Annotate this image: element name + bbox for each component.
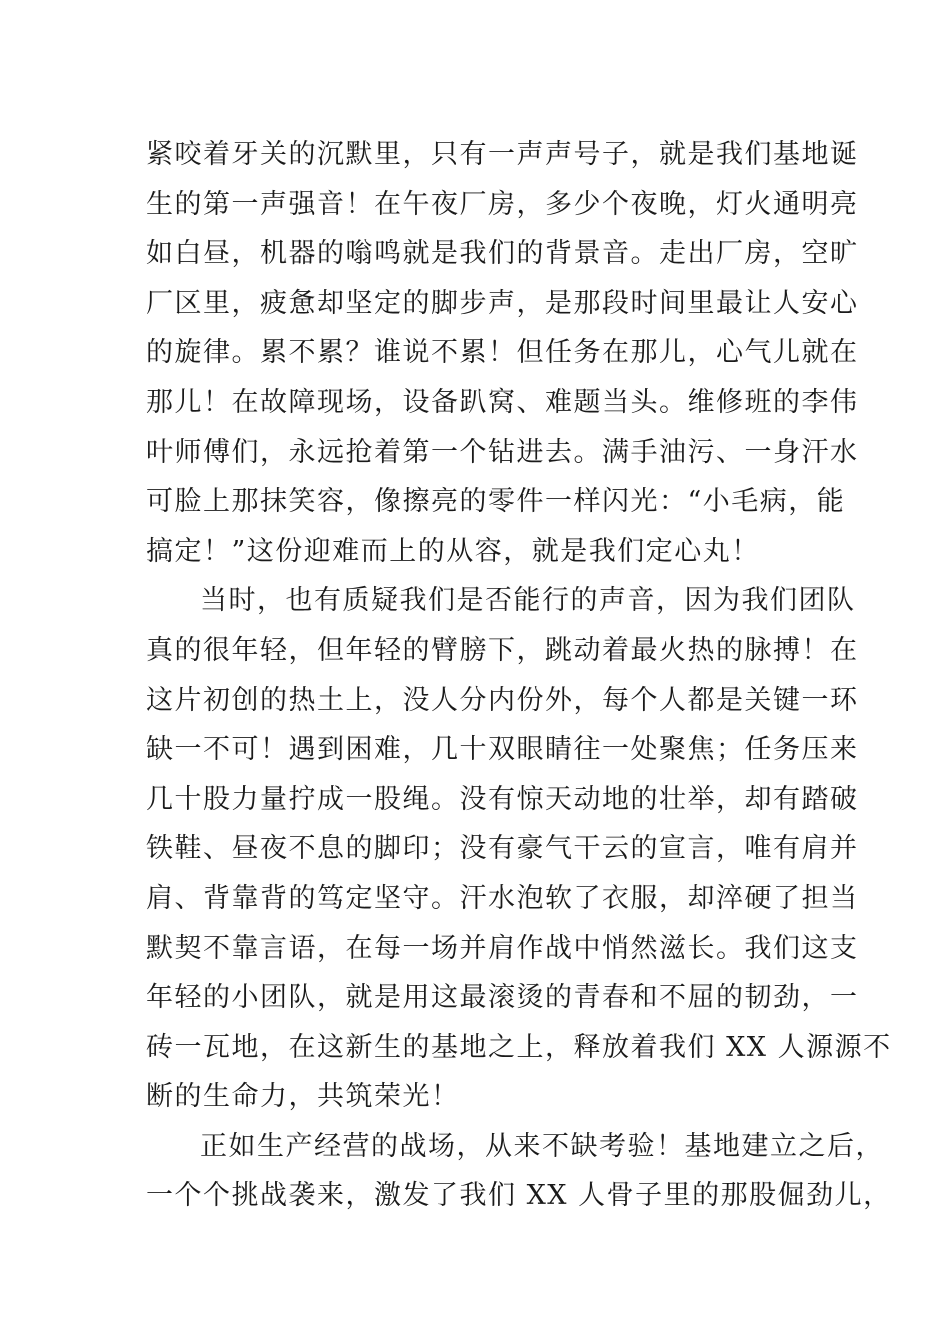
text-line: 年轻的小团队，就是用这最滚烫的青春和不屈的韧劲，一 [146, 982, 859, 1014]
text-line: 正如生产经营的战场，从来不缺考验！基地建立之后， [200, 1130, 884, 1162]
text-line: 的旋律。累不累？谁说不累！但任务在那儿，心气儿就在 [146, 337, 859, 369]
text-line: 砖一瓦地，在这新生的基地之上，释放着我们 XX 人源源不 [146, 1031, 892, 1063]
text-line: 厂区里，疲惫却坚定的脚步声，是那段时间里最让人安心 [146, 287, 859, 319]
text-line: 如白昼，机器的嗡鸣就是我们的背景音。走出厂房，空旷 [146, 238, 859, 270]
text-line: 铁鞋、昼夜不息的脚印；没有豪气干云的宣言，唯有肩并 [146, 833, 859, 865]
text-line: 肩、背靠背的笃定坚守。汗水泡软了衣服，却淬硬了担当 [146, 882, 859, 914]
text-line: 紧咬着牙关的沉默里，只有一声声号子，就是我们基地诞 [146, 139, 859, 170]
text-line: 生的第一声强音！在午夜厂房，多少个夜晚，灯火通明亮 [146, 188, 859, 220]
text-line: 真的很年轻，但年轻的臂膀下，跳动着最火热的脉搏！在 [146, 634, 859, 666]
text-line: 缺一不可！遇到困难，几十双眼睛往一处聚焦；任务压来 [146, 734, 859, 766]
text-line: 那儿！在故障现场，设备趴窝、难题当头。维修班的李伟 [146, 386, 859, 418]
text-line: 几十股力量拧成一股绳。没有惊天动地的壮举，却有踏破 [146, 783, 859, 815]
text-line: 当时，也有质疑我们是否能行的声音，因为我们团队 [200, 585, 856, 617]
text-line: 默契不靠言语，在每一场并肩作战中悄然滋长。我们这支 [146, 932, 859, 964]
text-line: 叶师傅们，永远抢着第一个钻进去。满手油污、一身汗水 [146, 436, 859, 468]
paragraph-1 [146, 130, 859, 576]
text-line: 搞定！”这份迎难而上的从容，就是我们定心丸！ [146, 535, 760, 567]
paragraph-2 [146, 576, 892, 1122]
text-line: 可脸上那抹笑容，像擦亮的零件一样闪光：“小毛病，能 [146, 486, 846, 518]
text-line: 断的生命力，共筑荣光！ [146, 1081, 460, 1113]
document-body [146, 130, 892, 1221]
text-line: 这片初创的热土上，没人分内份外，每个人都是关键一环 [146, 684, 859, 716]
text-line: 一个个挑战袭来，激发了我们 XX 人骨子里的那股倔劲儿， [146, 1180, 892, 1212]
paragraph-3 [146, 1122, 892, 1221]
